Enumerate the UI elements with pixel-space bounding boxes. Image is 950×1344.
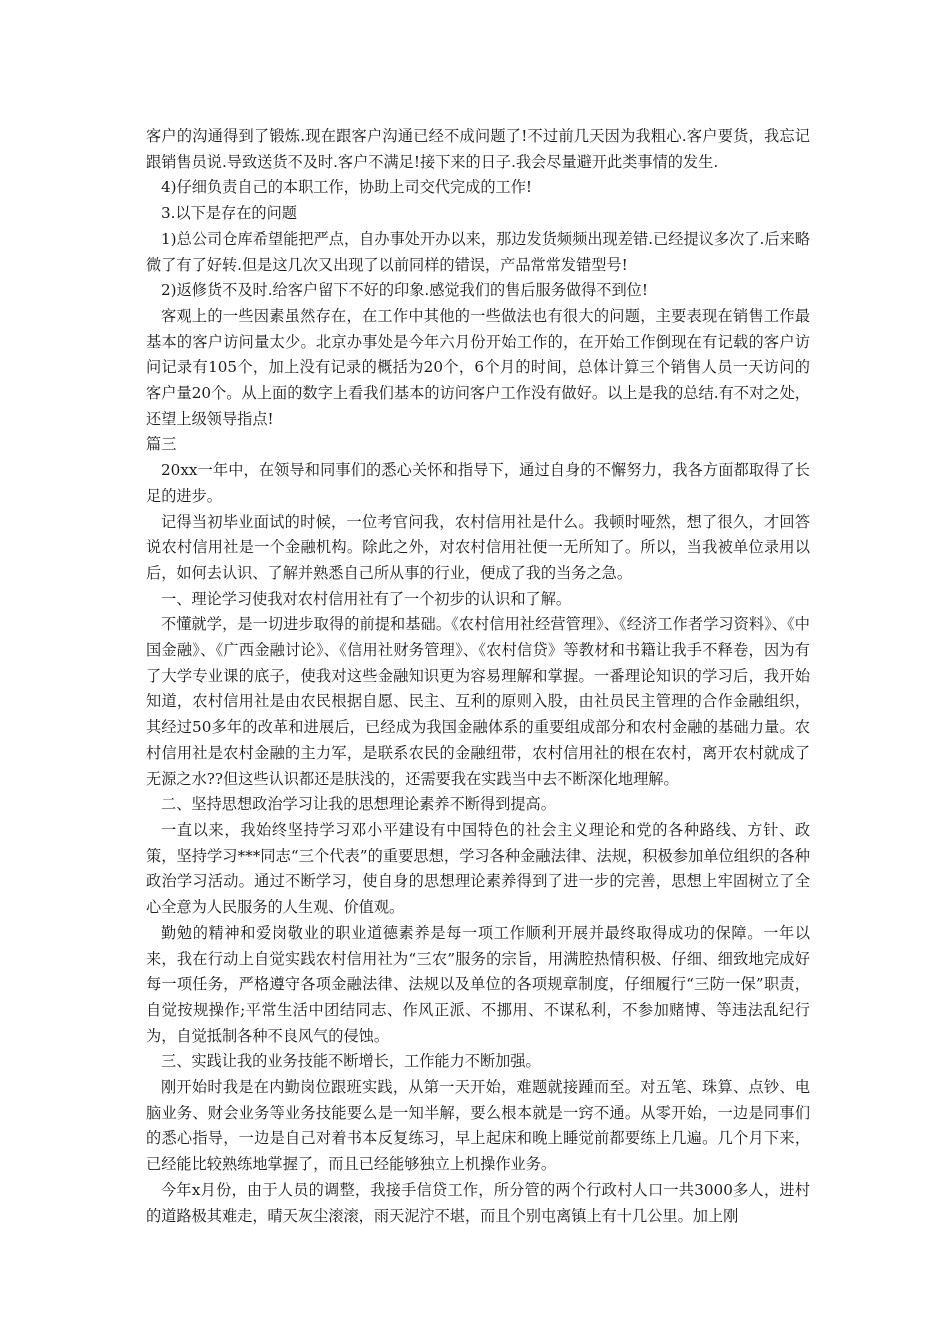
section-heading: 三、实践让我的业务技能不断增长，工作能力不断加强。 [161,1052,541,1071]
list-item: 2)返修货不及时.给客户留下不好的印象.感觉我们的售后服务做得不到位! [161,281,648,300]
chapter-heading: 篇三 [146,435,177,454]
document-body [146,124,810,1229]
paragraph: 刚开始时我是在内勤岗位跟班实践，从第一天开始，难题就接踵而至。对五笔、珠算、点钞、电脑业务、财会业务等业务技能要么是一知半解，要么根本就是一窍不通。从零开始，一边是同事们的悉心指导，一边是自己对着书本反复练习，早上起床和晚上睡觉前都要练上几遍。几个月下来，已经能比较熟练地掌握了，而且已经能够独立上机操作业务。 [146,1078,810,1174]
list-item: 4)仔细负责自己的本职工作，协助上司交代完成的工作! [161,178,533,197]
paragraph: 客户的沟通得到了锻炼.现在跟客户沟通已经不成问题了!不过前几天因为我粗心.客户要货，我忘记跟销售员说.导致送货不及时.客户不满足!接下来的日子.我会尽量避开此类事情的发生. [146,127,810,171]
paragraph: 今年x月份，由于人员的调整，我接手信贷工作，所分管的两个行政村人口一共3000多人，进村的道路极其难走，晴天灰尘滚滚，雨天泥泞不堪，而且个别屯离镇上有十几公里。加上刚 [146,1180,810,1225]
paragraph: 一直以来，我始终坚持学习邓小平建设有中国特色的社会主义理论和党的各种路线、方针、政策，坚持学习***同志“三个代表”的重要思想，学习各种金融法律、法规，积极参加单位组织的各种政治学习活动。通过不断学习，使自身的思想理论素养得到了进一步的完善，思想上牢固树立了全心全意为人民服务的人生观、价值观。 [146,820,810,917]
paragraph: 不懂就学，是一切进步取得的前提和基础。《农村信用社经营管理》、《经济工作者学习资料》、《中国金融》、《广西金融讨论》、《信用社财务管理》、《农村信贷》等教材和书籍让我手不释卷，因为有了大学专业课的底子，使我对这些金融知识更为容易理解和掌握。一番理论知识的学习后，我开始知道，农村信用社是由农民根据自愿、民主、互利的原则入股，由社员民主管理的合作金融组织，其经过50多年的改革和进展后，已经成为我国金融体系的重要组成部分和农村金融的基础力量。农村信用社是农村金融的主力军，是联系农民的金融纽带，农村信用社的根在农村，离开农村就成了无源之水??但这些认识都还是肤浅的，还需要我在实践当中去不断深化地理解。 [146,615,810,788]
section-heading: 3.以下是存在的问题 [161,204,297,223]
paragraph: 客观上的一些因素虽然存在，在工作中其他的一些做法也有很大的问题，主要表现在销售工作最基本的客户访问量太少。北京办事处是今年六月份开始工作的，在开始工作倒现在有记载的客户访问记录有105个，加上没有记录的概括为20个，6个月的时间，总体计算三个销售人员一天访问的客户量20个。从上面的数字上看我们基本的访问客户工作没有做好。以上是我的总结.有不对之处，还望上级领导指点! [146,306,810,428]
list-item: 1)总公司仓库希望能把严点，自办事处开办以来，那边发货频频出现差错.已经提议多次了.后来略微了有了好转.但是这几次又出现了以前同样的错误，产品常常发错型号! [146,229,810,274]
section-heading: 二、坚持思想政治学习让我的思想理论素养不断得到提高。 [161,795,556,814]
section-heading: 一、理论学习使我对农村信用社有了一个初步的认识和了解。 [161,589,572,608]
paragraph: 记得当初毕业面试的时候，一位考官问我，农村信用社是什么。我顿时哑然，想了很久，才回答说农村信用社是一个金融机构。除此之外，对农村信用社便一无所知了。所以，当我被单位录用以后，如何去认识、了解并熟悉自己所从事的行业，便成了我的当务之急。 [146,512,810,582]
paragraph: 20xx一年中，在领导和同事们的悉心关怀和指导下，通过自身的不懈努力，我各方面都取得了长足的进步。 [146,461,810,505]
paragraph: 勤勉的精神和爱岗敬业的职业道德素养是每一项工作顺利开展并最终取得成功的保障。一年以来，我在行动上自觉实践农村信用社为“三农”服务的宗旨，用满腔热情积极、仔细、细致地完成好每一项任务，严格遵守各项金融法律、法规以及单位的各项规章制度，仔细履行“三防一保”职责，自觉按规操作;平常生活中团结同志、作风正派、不挪用、不谋私利，不参加赌博、等违法乱纪行为，自觉抵制各种不良风气的侵蚀。 [146,923,810,1045]
